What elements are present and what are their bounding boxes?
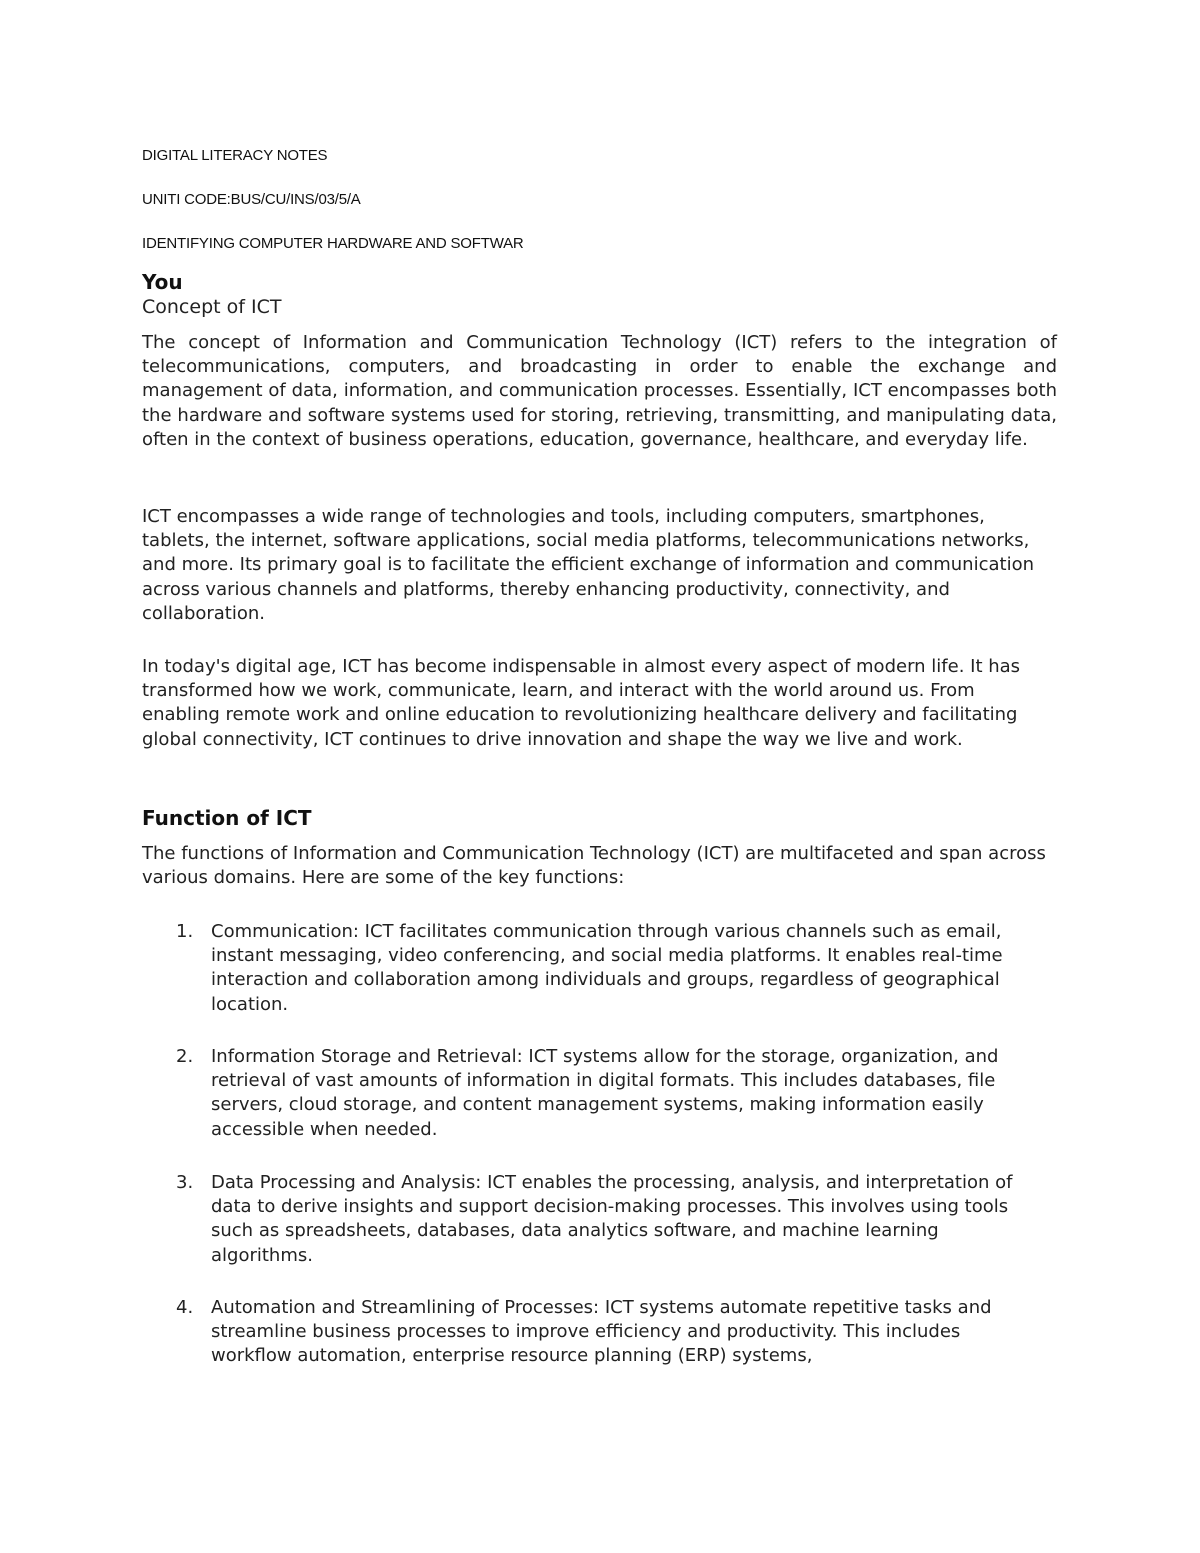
topic-heading: IDENTIFYING COMPUTER HARDWARE AND SOFTWAR (142, 235, 524, 252)
list-item-number: 1. (176, 921, 194, 942)
document-title: DIGITAL LITERACY NOTES (142, 147, 328, 164)
concept-subtitle: Concept of ICT (142, 296, 282, 318)
concept-paragraph-2: ICT encompasses a wide range of technologies and tools, including computers, smartphones, tablets, the internet, software applications, social media platforms, telecommunications networks, and more. Its primary goal is to facilitate the efficient exchange of information and communication across various channels and platforms, thereby enhancing productivity, connectivity, and collaboration. (142, 506, 1035, 624)
concept-paragraph-3: In today's digital age, ICT has become indispensable in almost every aspect of modern life. It has transformed how we work, communicate, learn, and interact with the world around us. From enabling remote work and online education to revolutionizing healthcare delivery and facilitating global connectivity, ICT continues to drive innovation and shape the way we live and work. (142, 656, 1021, 750)
list-item-text: Communication: ICT facilitates communication through various channels such as email, instant messaging, video conferencing, and social media platforms. It enables real-time interaction and collaboration among individuals and groups, regardless of geographical location. (211, 921, 1003, 1015)
list-item-number: 3. (176, 1172, 194, 1193)
section-label-you: You (142, 270, 183, 294)
function-heading: Function of ICT (142, 806, 312, 830)
list-item-text: Information Storage and Retrieval: ICT systems allow for the storage, organization, and retrieval of vast amounts of information in digital formats. This includes databases, file servers, cloud storage, and content management systems, making information easily accessible when needed. (211, 1046, 999, 1140)
unit-code: UNITI CODE:BUS/CU/INS/03/5/A (142, 191, 361, 208)
concept-paragraph-1: The concept of Information and Communication Technology (ICT) refers to the integration of telecommunications, computers, and broadcasting in order to enable the exchange and management of data, information, and communication processes. Essentially, ICT encompasses both the hardware and software systems used for storing, retrieving, transmitting, and manipulating data, often in the context of business operations, education, governance, healthcare, and everyday life. (142, 332, 1057, 450)
list-item-text: Data Processing and Analysis: ICT enables the processing, analysis, and interpretation of data to derive insights and support decision-making processes. This involves using tools such as spreadsheets, databases, data analytics software, and machine learning algorithms. (211, 1172, 1013, 1266)
function-intro: The functions of Information and Communication Technology (ICT) are multifaceted and span across various domains. Here are some of the key functions: (142, 843, 1046, 889)
list-item-number: 2. (176, 1046, 194, 1067)
list-item-text: Automation and Streamlining of Processes: ICT systems automate repetitive tasks and streamline business processes to improve efficiency and productivity. This includes workflow automation, enterprise resource planning (ERP) systems, (211, 1297, 992, 1367)
list-item-number: 4. (176, 1297, 194, 1318)
